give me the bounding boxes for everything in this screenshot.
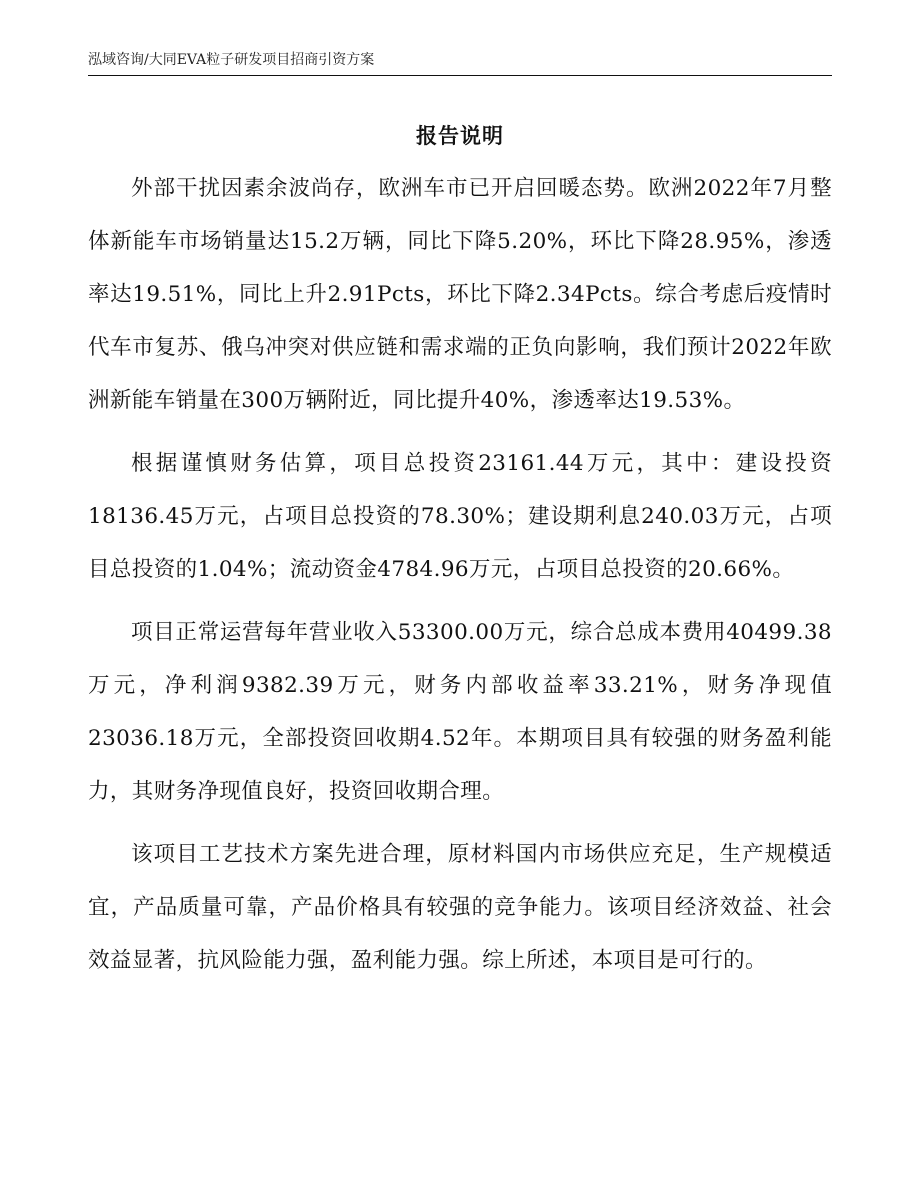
report-body [88,162,832,997]
paragraph-investment-estimate: 根据谨慎财务估算，项目总投资23161.44万元，其中：建设投资18136.45万元，占项目总投资的78.30%；建设期利息240.03万元，占项目总投资的1.04%；流动资金4784.96万元，占项目总投资的20.66%。 [88,451,832,582]
running-header: 泓域咨询/大同EVA粒子研发项目招商引资方案 [88,50,832,76]
paragraph-feasibility-conclusion: 该项目工艺技术方案先进合理，原材料国内市场供应充足，生产规模适宜，产品质量可靠，产品价格具有较强的竞争能力。该项目经济效益、社会效益显著，抗风险能力强，盈利能力强。综上所述，本项目是可行的。 [88,842,832,973]
paragraph-financial-performance: 项目正常运营每年营业收入53300.00万元，综合总成本费用40499.38万元，净利润9382.39万元，财务内部收益率33.21%，财务净现值23036.18万元，全部投资回收期4.52年。本期项目具有较强的财务盈利能力，其财务净现值良好，投资回收期合理。 [88,620,832,804]
paragraph-market-overview: 外部干扰因素余波尚存，欧洲车市已开启回暖态势。欧洲2022年7月整体新能车市场销量达15.2万辆，同比下降5.20%，环比下降28.95%，渗透率达19.51%，同比上升2.91Pcts，环比下降2.34Pcts。综合考虑后疫情时代车市复苏、俄乌冲突对供应链和需求端的正负向影响，我们预计2022年欧洲新能车销量在300万辆附近，同比提升40%，渗透率达19.53%。 [88,176,832,413]
section-title: 报告说明 [416,123,504,148]
